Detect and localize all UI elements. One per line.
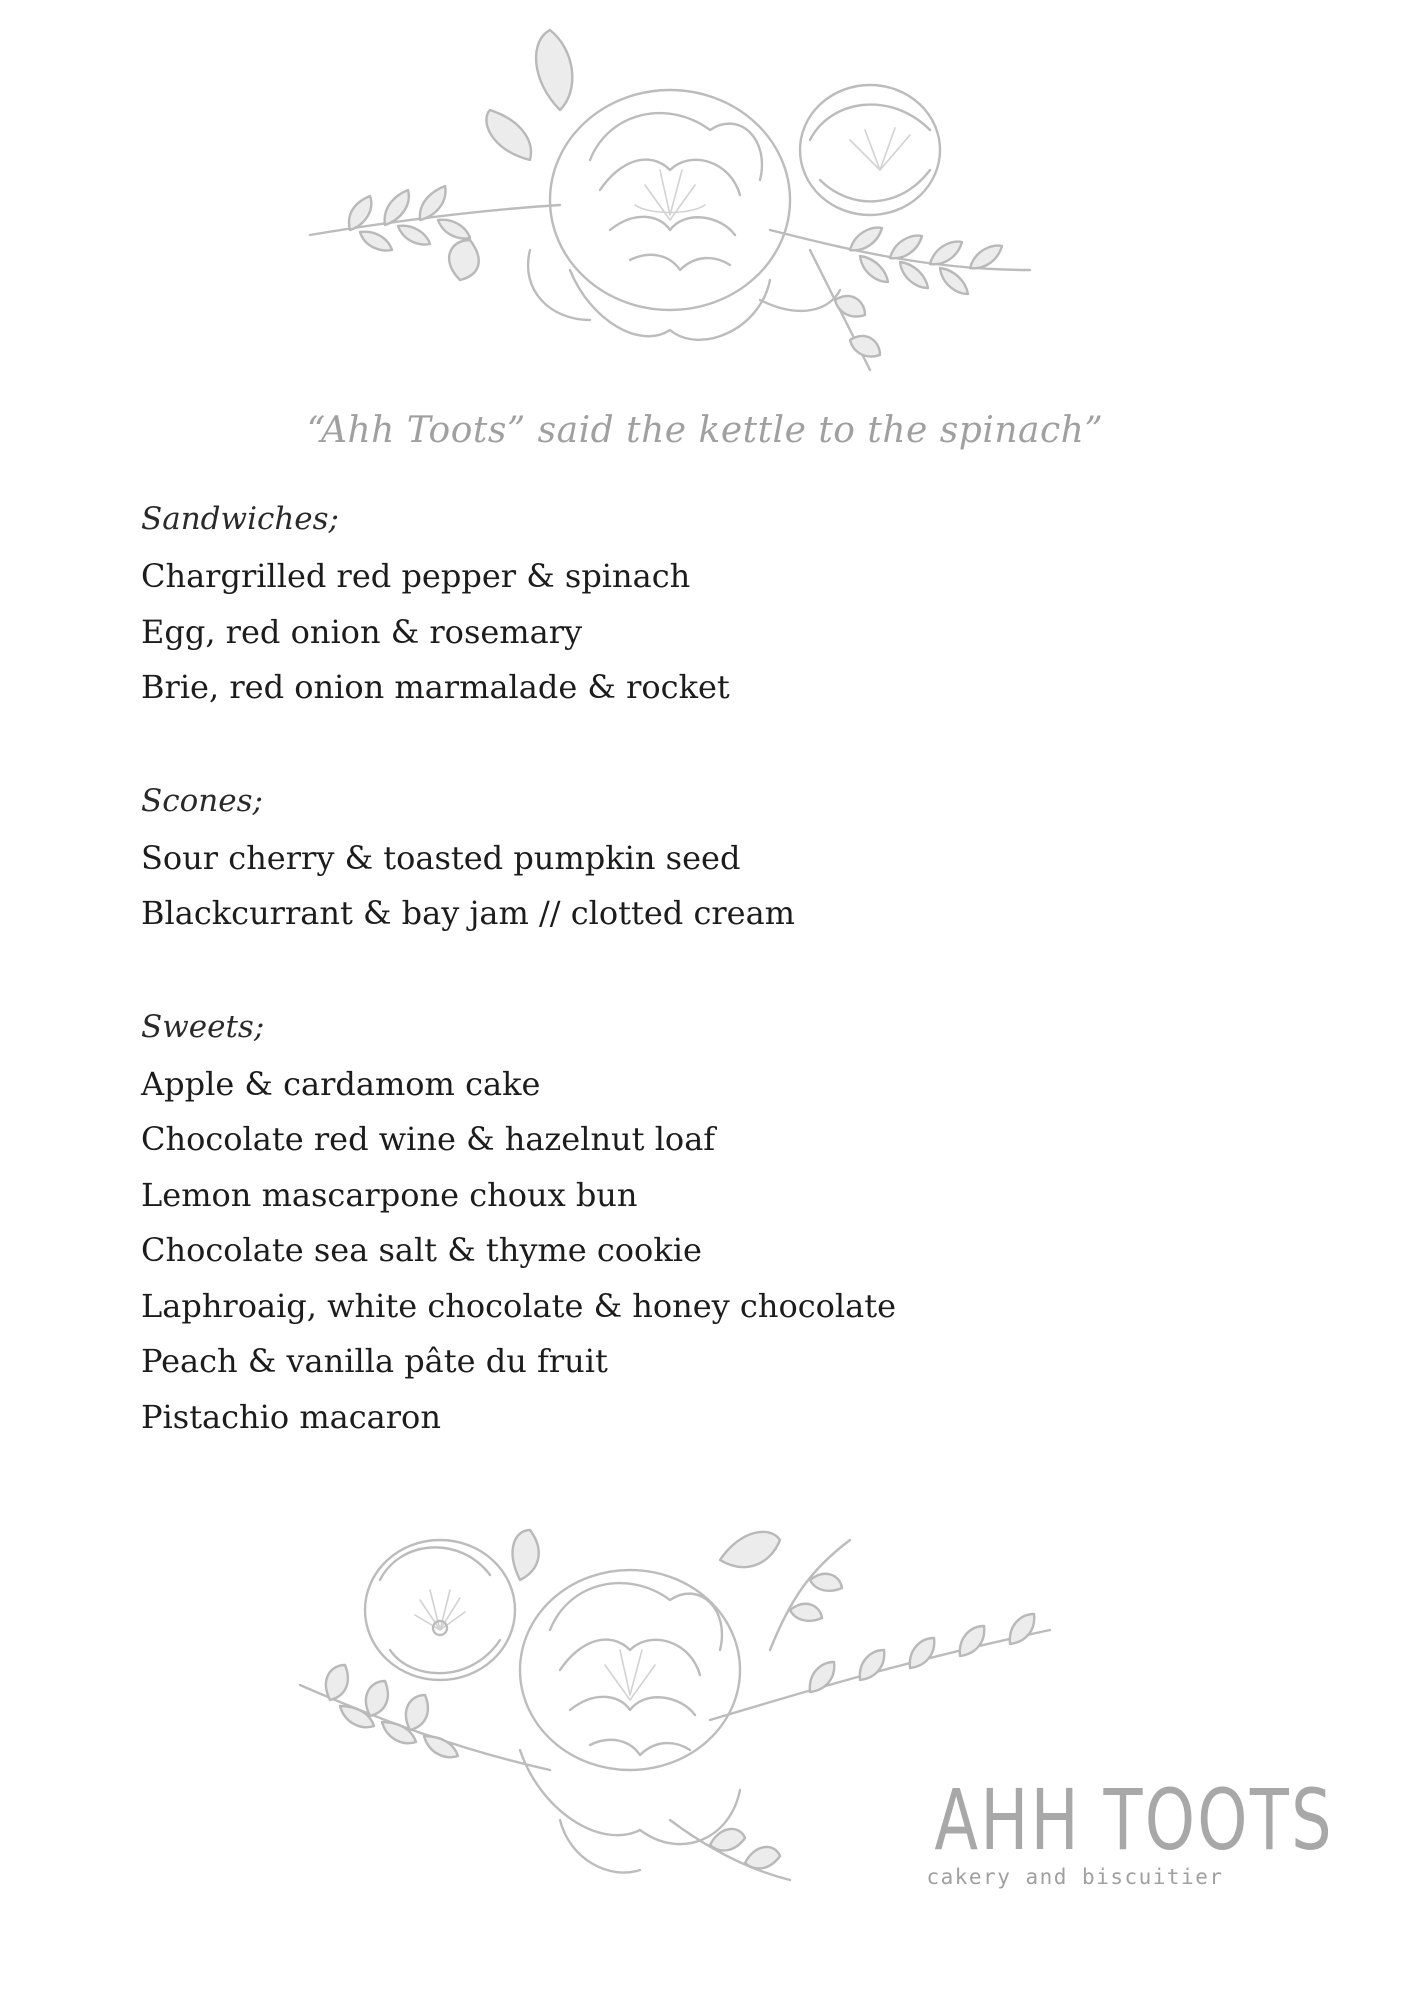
menu-item: Pistachio macaron	[141, 1397, 441, 1436]
menu-item: Chargrilled red pepper & spinach	[141, 557, 691, 595]
menu-item: Peach & vanilla pâte du fruit	[141, 1342, 608, 1380]
section-title-sandwiches: Sandwiches;	[141, 501, 340, 537]
menu-item: Egg, red onion & rosemary	[141, 612, 583, 651]
brand-logo-subtitle: cakery and biscuitier	[926, 1865, 1224, 1889]
menu-item: Brie, red onion marmalade & rocket	[141, 668, 730, 706]
menu-item: Blackcurrant & bay jam // clotted cream	[141, 894, 796, 932]
section-title-sweets: Sweets;	[141, 1008, 265, 1045]
brand-logo-name: AHH TOOTS	[934, 1771, 1334, 1869]
section-sweets	[141, 1006, 1241, 1452]
section-title-scones: Scones;	[141, 782, 263, 819]
menu-item: Sour cherry & toasted pumpkin seed	[141, 838, 741, 877]
section-scones	[141, 780, 1241, 948]
menu-item: Apple & cardamom cake	[141, 1064, 541, 1103]
brand-logo	[890, 1771, 1334, 1889]
menu	[141, 498, 1241, 1509]
menu-item: Chocolate red wine & hazelnut loaf	[141, 1120, 716, 1158]
menu-item: Chocolate sea salt & thyme cookie	[141, 1231, 702, 1269]
floral-illustration-top	[290, 20, 1050, 390]
menu-item: Laphroaig, white chocolate & honey chocolate	[141, 1286, 897, 1325]
section-sandwiches	[141, 498, 1241, 722]
menu-item: Lemon mascarpone choux bun	[141, 1175, 638, 1214]
tagline: “Ahh Toots” said the kettle to the spinach”	[306, 410, 1104, 451]
